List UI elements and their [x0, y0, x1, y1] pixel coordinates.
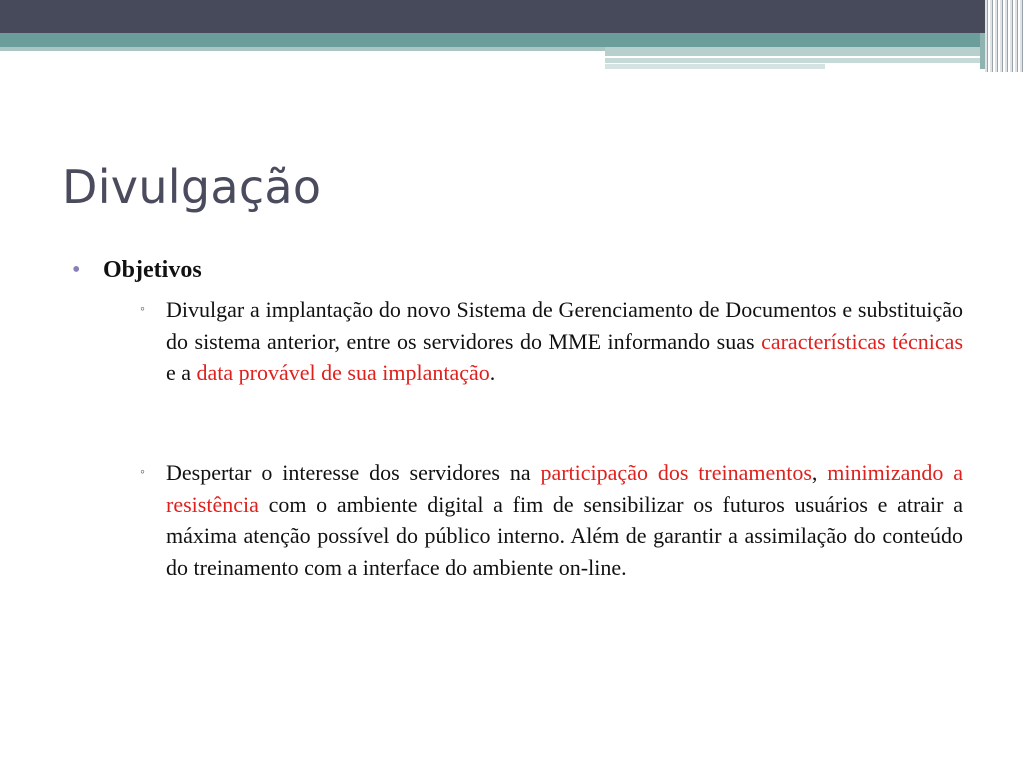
header-accent-bar [605, 58, 980, 63]
paragraph-text: com o ambiente digital a fim de sensibilizar os futuros usuários e atrair a máxima atenção possível do público interno. Além de garantir a assimilação do conteúdo do treinamento com a interface do ambiente on-line. [166, 491, 963, 580]
paragraph-text: Despertar o interesse dos servidores na [166, 460, 541, 485]
slide-title: Divulgação [62, 160, 322, 214]
sub-bullet-icon: ◦ [140, 302, 145, 317]
objective-paragraph [166, 294, 963, 389]
highlight-text: minimizando a resistência [166, 460, 964, 517]
header-stripes [985, 0, 1024, 72]
paragraph-text: , [811, 460, 828, 485]
section-label: Objetivos [103, 257, 202, 283]
highlight-text: data provável de sua implantação [196, 360, 490, 385]
bullet-icon: • [72, 257, 81, 283]
highlight-text: características técnicas [761, 328, 964, 354]
paragraph-text: Divulgar a implantação do novo Sistema de Gerenciamento de Documentos e substituição do sistema anterior, entre os servidores do MME informando suas [166, 297, 963, 354]
header-accent-bar [605, 47, 980, 56]
sub-bullet-icon: ◦ [140, 465, 145, 480]
header-accent-bar [605, 64, 825, 69]
header-band-teal [0, 33, 1024, 47]
header-band-light [0, 47, 605, 51]
highlight-text: participação dos treinamentos [540, 460, 812, 485]
paragraph-text: e a [166, 360, 197, 385]
paragraph-text: . [489, 360, 496, 385]
objective-paragraph [166, 457, 963, 583]
header-band-dark [0, 0, 1024, 33]
